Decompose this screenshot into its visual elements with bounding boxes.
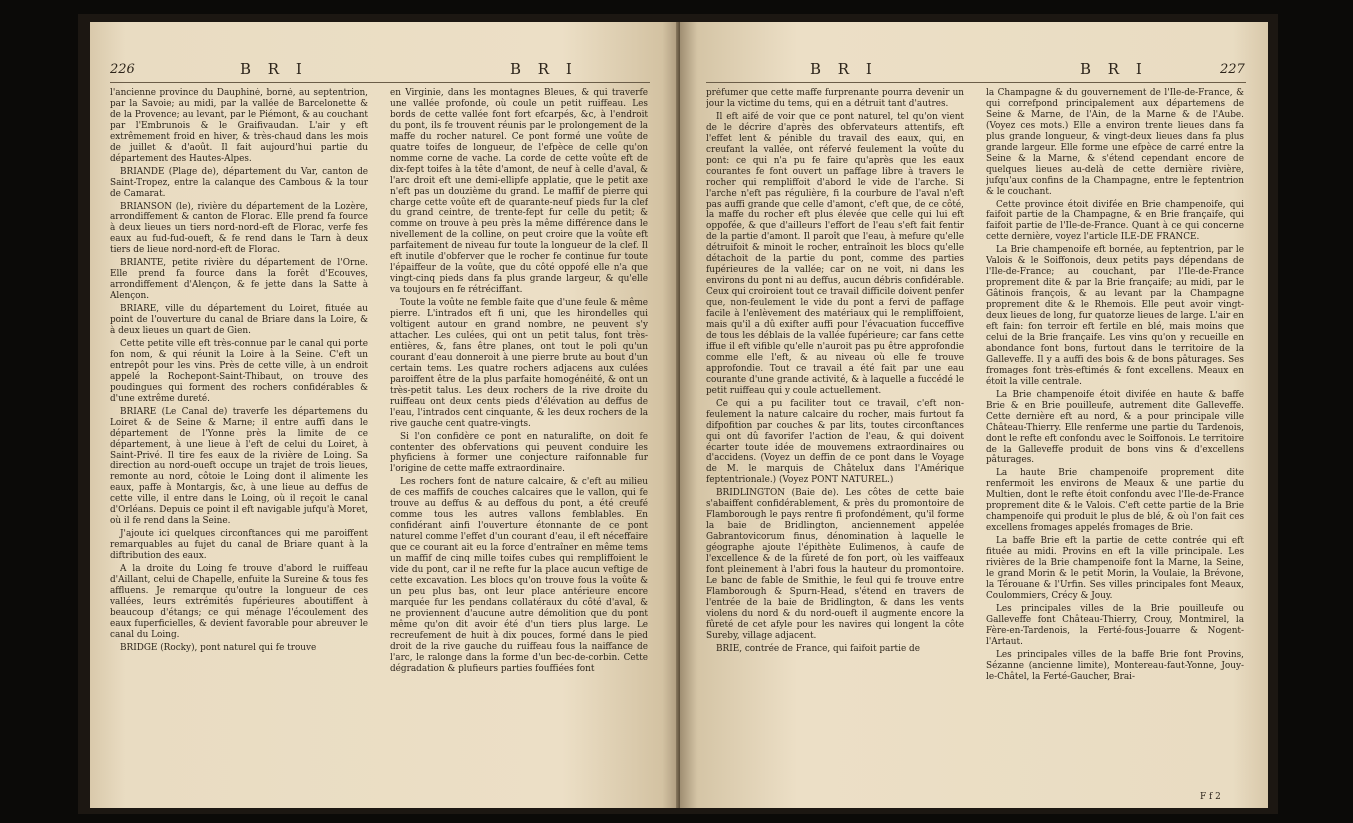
header-rule <box>110 82 650 83</box>
text-column-2 <box>390 88 648 800</box>
header-rule <box>706 82 1246 83</box>
paragraph: La baffe Brie eft la partie de cette contrée qui eft fituée au midi. Provins en eft la ville principale. Les rivières de la Brie champenoife font la Marne, la Seine, le grand Morin & le petit Morin, la Voulaie, la Brévone, la Térouane & l'Urfin. Ses villes principales font Meaux, Coulommiers, Crécy & Jouy. <box>986 536 1244 601</box>
paragraph: Cette petite ville eft très-connue par le canal qui porte fon nom, & qui réunit la Loire à la Seine. C'eft un entrepôt pour les vins. Près de cette ville, à un endroit appelé la Rochepont-Saint-Thibaut, on trouve des poudingues qui forment des rochers confidérables & d'une extrême dureté. <box>110 338 368 404</box>
paragraph: BRIANDE (Plage de), département du Var, canton de Saint-Tropez, entre la calanque des Cambous & la tour de Camarat. <box>110 166 368 199</box>
paragraph: Les rochers font de nature calcaire, & c'eft au milieu de ces maffifs de couches calcaires que le vallon, qui fe trouve au deffus & au deffous du pont, a été creufé comme tous les autres vallons femblables. En confidérant ainfi l'ouverture étonnante de ce pont naturel comme l'effet d'un courant d'eau, il eft néceffaire que ce courant ait eu la force d'entraîner en même tems un maffif de cinq mille toifes cubes qui rempliffoient le vide du pont, car il ne refte fur la place aucun veftige de cette excavation. Les blocs qu'on trouve fous la voûte & un peu plus bas, ont leur place antérieure encore marquée fur les pendans collatéraux du côté d'aval, & ne proviennent d'aucune autre démolition que du pont même qu'on dit avoir été d'un tiers plus large. Le recreufement de huit à dix pouces, formé dans le pied droit de la rive gauche du ruiffeau fous la naiffance de l'arc, le ralonge dans la forme d'un bec-de-corbin. Cette dégradation & plufieurs parties fouffiées font <box>390 477 648 674</box>
paragraph: préfumer que cette maffe furprenante pourra devenir un jour la victime du tems, qui en a détruit tant d'autres. <box>706 88 964 109</box>
paragraph: La Brie champenoife eft bornée, au feptentrion, par le Valois & le Soiffonois, deux petits pays dépendans de l'Ile-de-France; au couchant, par l'Ile-de-France proprement dite & par la Brie françaife; au midi, par le Gâtinois françois, & au levant par la Champagne proprement dite & le Rhemois. Elle peut avoir vingt-deux lieues de long, fur quatorze lieues de large. L'air en eft fain: fon terroir eft fertile en blé, mais moins que celui de la Brie françaife. Les vins qu'on y recueille en abondance font bons, furtout dans le territoire de la Galleveffe. Il y a auffi des bois & de bons pâturages. Ses fromages font très-eftimés & font excellens. Meaux en étoit la ville centrale. <box>986 245 1244 387</box>
paragraph: BRIANSON (le), rivière du département de la Lozère, arrondiffement & canton de Florac. Elle prend fa fource à deux lieues un tiers nord-nord-eft de Florac, verfe fes eaux au fud-fud-oueft, & fe rend dans le Tarn à deux tiers de lieue nord-nord-eft de Florac. <box>110 201 368 256</box>
paragraph: La Brie champenoife étoit divifée en haute & baffe Brie & en Brie pouilleufe, autrement dite Galleveffe. Cette dernière eft au nord, & a pour principale ville Château-Thierry. Elle renferme une partie du Tardenois, dont le refte eft confondu avec le Soiffonois. Le territoire de la Galleveffe produit de bons vins & d'excellens pâturages. <box>986 389 1244 466</box>
text-column-1 <box>706 88 964 800</box>
page-number: 227 <box>1220 62 1245 77</box>
running-head: B R I <box>810 60 878 78</box>
signature-mark: F f 2 <box>1200 792 1221 802</box>
left-page <box>90 22 680 808</box>
paragraph: BRIE, contrée de France, qui faifoit partie de <box>716 643 920 654</box>
paragraph: BRIDGE (Rocky), pont naturel qui fe trouve <box>120 642 317 653</box>
paragraph: Toute la voûte ne femble faite que d'une feule & même pierre. L'intrados eft fi uni, que les hirondelles qui voltigent autour en grand nombre, ne peuvent s'y attacher. Les culées, qui ont un petit talus, font très-entières, &, fans être planes, ont tout le poli qu'un courant d'eau donneroit à une pierre brute au bout d'un certain tems. Les quatre rochers adjacens aux culées paroiffent être de la plus parfaite homogénéité, & ont un très-petit talus. Les deux rochers de la rive droite du ruiffeau ont deux cents pieds d'élévation au deffus de l'eau, l'intrados cent cinquante, & les deux rochers de la rive gauche cent quatre-vingts. <box>390 298 648 429</box>
paragraph: Si l'on confidère ce pont en naturalifte, on doit fe contenter des obfervations qui peuvent conduire les phyficiens à former une conjecture raifonnable fur l'origine de cette maffe extraordinaire. <box>390 431 648 475</box>
open-book <box>78 14 1278 814</box>
paragraph: J'ajoute ici quelques circonftances qui me paroiffent remarquables au fujet du canal de Briare quant à la diftribution des eaux. <box>110 529 368 562</box>
paragraph: BRIANTE, petite rivière du département de l'Orne. Elle prend fa fource dans la forêt d'Ecouves, arrondiffement d'Alençon, & fe jette dans la Satte à Alençon. <box>110 258 368 302</box>
right-page <box>680 22 1268 808</box>
running-head: B R I <box>510 60 578 78</box>
paragraph: en Virginie, dans les montagnes Bleues, & qui traverfe une vallée profonde, où coule un petit ruiffeau. Les bords de cette vallée font fort efcarpés, &c, à l'endroit du pont, ils fe trouvent réunis par le prolongement de la maffe du rocher naturel. Ce pont formé une voûte de quatre toifes de longueur, de l'efpèce de celle qu'on nomme corne de vache. La corde de cette voûte eft de dix-fept toifes à la tête d'amont, de neuf à celle d'aval, & l'arc droit eft une demi-ellipfe applatie, que le petit axe n'eft pas un douzième du grand. Le maffif de pierre qui charge cette voûte eft de quarante-neuf pieds fur la clef du grand ceintre, de trente-fept fur celle du petit; & comme on trouve à peu près la même différence dans le nivellement de la colline, on peut croire que la voûte eft parfaitement de niveau fur toute la longueur de la clef. Il eft inutile d'obferver que le rocher fe continue fur toute l'épaiffeur de la voûte, que du côté oppofé elle n'a que vingt-cinq pieds dans fa plus grande largeur, & qu'elle va toujours en fe rétréciffant. <box>390 88 648 296</box>
text-column-2 <box>986 88 1244 788</box>
paragraph: BRIARE, ville du département du Loiret, fituée au point de l'ouverture du canal de Briare dans la Loire, & à deux lieues un quart de Gien. <box>110 304 368 337</box>
paragraph: BRIDLINGTON (Baie de). Les côtes de cette baie s'abaiffent confidérablement, & près du promontoire de Flamborough le pays rentre fi profondément, qu'il forme la baie de Bridlington, anciennement appelée Gabrantovicorum finus, dénomination à laquelle le géographe ajoute l'épithète Eulimenos, à caufe de l'excellence & de la fûreté de fon port, où les vaiffeaux font pleinement à l'abri fous la hauteur du promontoire. Le banc de fable de Smithie, le feul qui fe trouve entre Flamborough & Spurn-Head, s'étend en travers de l'entrée de la baie de Bridlington, & dans les vents violens du nord & du nord-oueft il augmente encore la fûreté de cet afyle pour les navires qui longent la côte Sureby, village adjacent. <box>706 488 964 641</box>
paragraph: la Champagne & du gouvernement de l'Ile-de-France, & qui correfpond principalement aux départemens de Seine & Marne, de l'Ain, de la Marne & de l'Aube. (Voyez ces mots.) Elle a environ trente lieues dans fa plus grande longueur, & vingt-deux lieues dans fa plus grande largeur. Elle forme une efpèce de carré entre la Seine & la Marne, & s'étend cependant encore de quelques lieues au-delà de cette dernière rivière, jufqu'aux confins de la Champagne, entre le feptentrion & le couchant. <box>986 88 1244 197</box>
paragraph: l'ancienne province du Dauphiné, borné, au septentrion, par la Savoie; au midi, par la vallée de Barcelonette & de la Provence; au levant, par le Piémont, & au couchant par l'Embrunois & le Graifivaudan. L'air y eft extrêmement froid en hiver, & très-chaud dans les mois de juillet & d'août. Il fait aujourd'hui partie du département des Hautes-Alpes. <box>110 88 368 164</box>
paragraph: Ce qui a pu faciliter tout ce travail, c'eft non-feulement la nature calcaire du rocher, mais furtout fa difpofition par couches & par lits, toutes circonftances qui ont dû favorifer l'action de l'eau, & qui doivent écarter toute idée de mouvemens extraordinaires ou d'accidens. (Voyez un deffin de ce pont dans le Voyage de M. le marquis de Châtelux dans l'Amérique feptentrionale.) (Voyez PONT NATUREL.) <box>706 398 964 486</box>
paragraph: Les principales villes de la Brie pouilleufe ou Galleveffe font Château-Thierry, Crouy, Montmirel, la Fère-en-Tardenois, la Ferté-fous-Jouarre & Nogent-l'Artaut. <box>986 603 1244 647</box>
text-column-1 <box>110 88 368 800</box>
paragraph: Il eft aifé de voir que ce pont naturel, tel qu'on vient de le décrire d'après des obfervateurs attentifs, eft l'effet lent & pénible du travail des eaux, qui, en creufant la vallée, ont réfervé feulement la voûte du pont: ce qui n'a pu fe faire qu'après que les eaux courantes fe font ouvert un paffage libre à travers le rocher qui rempliffoit d'abord le vide de l'arche. Si l'arche n'eft pas régulière, fi la courbure de l'aval n'eft pas auffi grande que celle d'amont, c'eft que, de ce côté, la maffe du rocher eft plus élevée que celle qui lui eft oppofée, & que d'ailleurs l'effort de l'eau s'eft fait fentir de la partie d'amont. Il paroît que l'eau, à mefure qu'elle détruifoit & minoit le rocher, entraînoit les blocs qu'elle détachoit de la partie du pont, comme des parties fupérieures de la vallée; car on ne voit, ni dans les environs du pont ni au deffus, aucun débris confidérable. Ceux qui croiroient tout ce travail difficile doivent penfer que, non-feulement le vide du pont a fervi de paffage facile à l'enlèvement des matériaux qui le rempliffoient, mais qu'il a dû exifter auffi pour l'évacuation fucceffive de tous les déblais de la vallée fupérieure; car fans cette iffue il eft vifible qu'elle n'auroit pas pu être approfondie comme elle l'eft, & au niveau où elle fe trouve approfondie. Tout ce travail a été fait par une eau courante d'une grande activité, & à laquelle a fuccédé le petit ruiffeau qui y coule actuellement. <box>706 111 964 396</box>
paragraph: La haute Brie champenoife proprement dite renfermoit les environs de Meaux & une partie du Multien, dont le refte étoit confondu avec l'Ile-de-France proprement dite & le Valois. C'eft cette partie de la Brie champenoife qui produit le plus de blé, & où l'on fait ces excellens fromages appelés fromages de Brie. <box>986 468 1244 534</box>
paragraph: BRIARE (Le Canal de) traverfe les départemens du Loiret & de Seine & Marne; il entre auffi dans le département de l'Yonne près la limite de ce département, à une lieue à l'eft de celui du Loiret, à Saint-Privé. Il tire fes eaux de la rivière de Loing. Sa direction au nord-oueft occupe un trajet de trois lieues, remonte au nord, côtoie le Loing dont il alimente les eaux, paffe à Montargis, &c, à une lieue au deffus de cette ville, il entre dans le Loing, où il reçoit le canal d'Orléans. Depuis ce point il eft navigable jufqu'à Moret, où il fe rend dans la Seine. <box>110 406 368 527</box>
paragraph: A la droite du Loing fe trouve d'abord le ruiffeau d'Aillant, celui de Chapelle, enfuite la Sureine & tous fes affluens. Je remarque qu'outre la longueur de ces vallées, leurs extrémités fupérieures aboutiffent à beaucoup d'étangs; ce qui ménage l'écoulement des eaux fuperficielles, & devient favorable pour abreuver le canal du Loing. <box>110 564 368 640</box>
running-head: B R I <box>240 60 308 78</box>
running-head: B R I <box>1080 60 1148 78</box>
page-number: 226 <box>110 62 135 77</box>
paragraph: Les principales villes de la baffe Brie font Provins, Sézanne (ancienne limite), Montereau-faut-Yonne, Jouy-le-Châtel, la Ferté-Gaucher, Brai- <box>986 649 1244 682</box>
paragraph: Cette province étoit divifée en Brie champenoife, qui faifoit partie de la Champagne, & en Brie françaife, qui faifoit partie de l'Ile-de-France. Quant à ce qui concerne cette dernière, voyez l'article ILE-DE FRANCE. <box>986 199 1244 243</box>
